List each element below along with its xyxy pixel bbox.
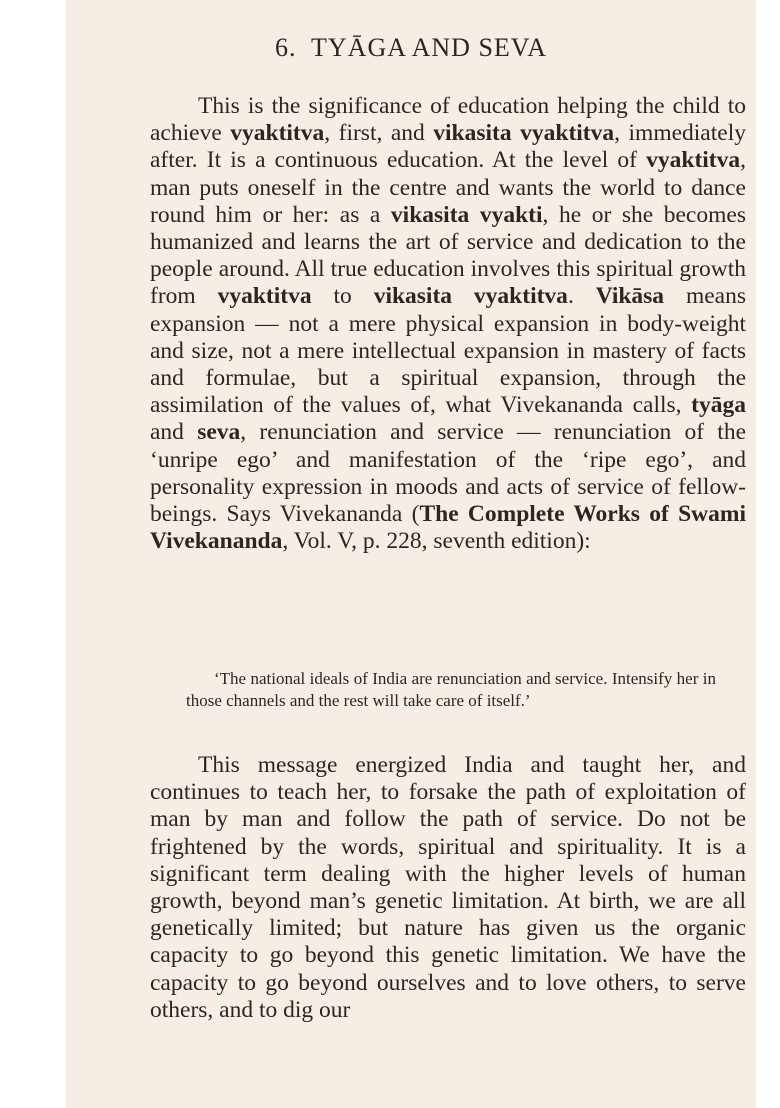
text-run: , Vol. V, p. 228, seventh edition): <box>282 528 591 555</box>
emphasis-term: vyaktitva <box>646 147 741 174</box>
emphasis-term: vikasita vyaktitva <box>433 120 615 147</box>
emphasis-term: vikasita vyaktitva <box>373 283 568 310</box>
chapter-heading: 6. TYĀGA AND SEVA <box>274 33 548 62</box>
text-run: , he or she becomes humanized and learns the art of service and dedication to the people around. All true education involves this spiritual growth from <box>150 201 746 310</box>
emphasis-term: vyaktitva <box>230 120 325 147</box>
text-run: and <box>150 419 198 446</box>
text-run: , man puts oneself in the centre and wants the world to dance round him or her: as a <box>150 147 746 228</box>
emphasis-term: vikasita vyakti <box>390 201 543 228</box>
text-run: , immediately after. It is a continuous education. At the level of <box>150 120 746 174</box>
emphasis-term: tyāga <box>691 392 746 419</box>
text-run: means expansion — not a mere physical expansion in body-weight and size, not a mere intellectual expansion in mastery of facts and formulae, but a spiritual expansion, through the assimilation of the values of, what Vivekananda calls, <box>150 283 746 419</box>
text-run: . <box>567 283 596 310</box>
body-paragraph-2: This message energized India and taught her, and continues to teach her, to forsake the path of exploitation of man by man and follow the path of service. Do not be frightened by the words, spiritual and spirituality. It is a significant term dealing with the higher levels of human growth, beyond man’s genetic limitation. At birth, we are all genetically limited; but nature has given us the organic capacity to go beyond this genetic limitation. We have the capacity to go beyond ourselves and to love others, to serve others, and to dig our <box>150 752 746 1023</box>
emphasis-term: vyaktitva <box>217 283 312 310</box>
book-title: The Complete Works of Swami Vivekananda <box>150 501 746 555</box>
text-run: to <box>311 283 374 310</box>
body-paragraph-1 <box>150 93 746 555</box>
text-run: , first, and <box>324 120 434 147</box>
text-run: This is the significance of education helping the child to achieve <box>150 93 746 147</box>
text-run: , renunciation and service — renunciation of the ‘unripe ego’ and manifestation of the ‘ripe ego’, and personality expression in moods and acts of service of fellowbeings. Says Vivekananda ( <box>150 419 747 528</box>
book-page <box>66 0 756 1108</box>
emphasis-term: Vikāsa <box>595 283 665 310</box>
emphasis-term: seva <box>197 419 241 446</box>
block-quote: ‘The national ideals of India are renunciation and service. Intensify her in those channels and the rest will take care of itself.’ <box>186 669 716 710</box>
